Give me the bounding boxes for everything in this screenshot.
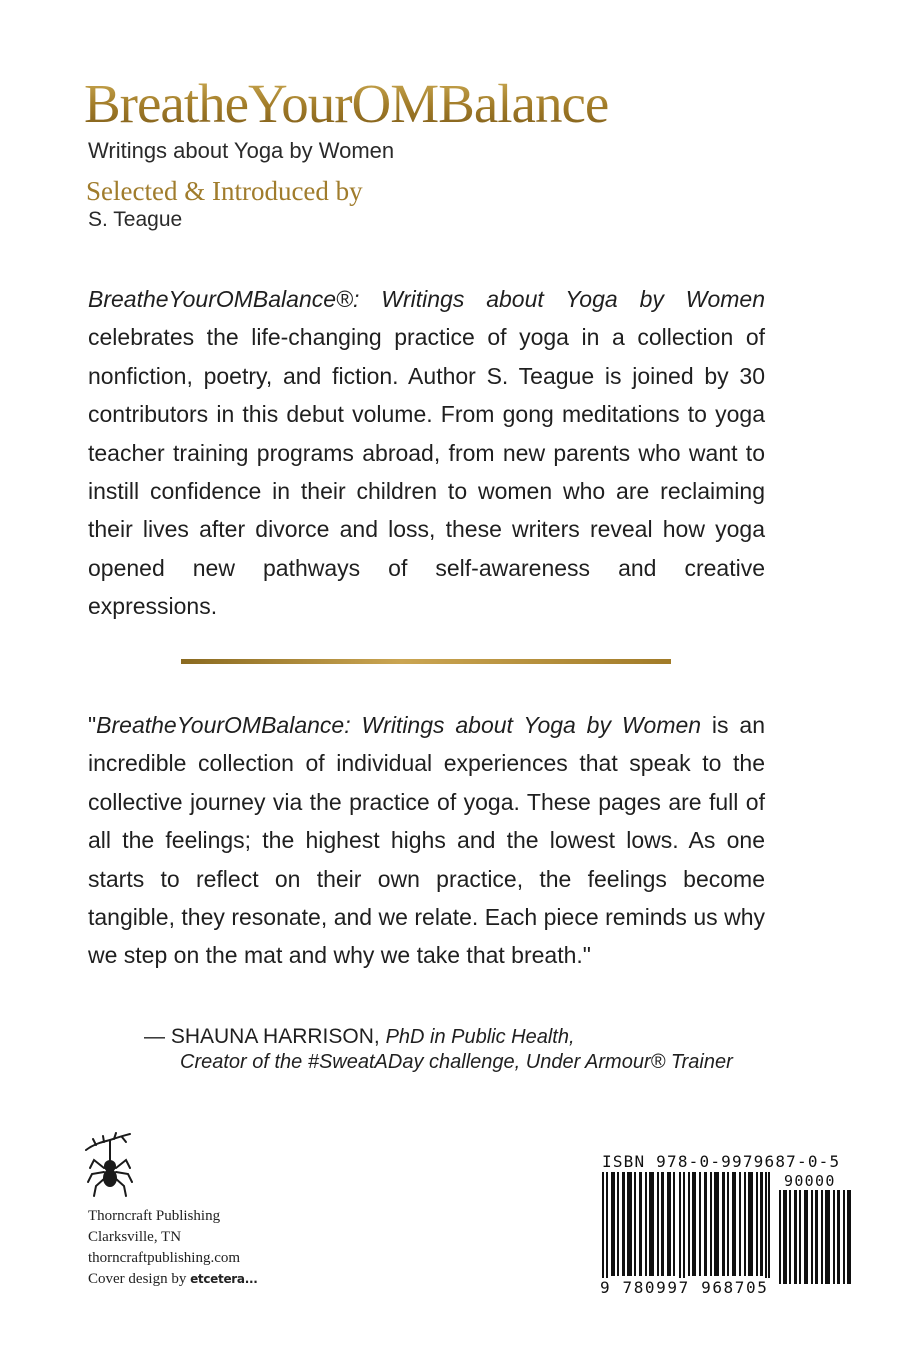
- testimonial-body: is an incredible collection of individual experiences that speak to the collective journey via the practice of yoga. These pages are full of all the feelings; the highest highs and the lowest lows. As one starts to reflect on their own practice, the feelings become tangible, they resonate, and we relate. Each piece reminds us why we step on the mat and why we take that breath.": [88, 712, 765, 969]
- author-name: S. Teague: [88, 208, 183, 231]
- gold-divider: [181, 659, 671, 664]
- cover-credit-label: Cover design by: [88, 1271, 187, 1287]
- description-title: BreatheYourOMBalance®: Writings about Yoga by Women: [88, 286, 765, 312]
- price-barcode: [778, 1190, 854, 1284]
- cover-credit: [88, 1269, 257, 1290]
- testimonial-attribution: [144, 1025, 575, 1049]
- publisher-info: [88, 1206, 257, 1290]
- attribution-name: — SHAUNA HARRISON,: [144, 1025, 380, 1048]
- attribution-credential: PhD in Public Health,: [385, 1026, 575, 1048]
- testimonial-quote: [88, 706, 765, 975]
- testimonial-title: BreatheYourOMBalance: Writings about Yoga by Women: [96, 712, 702, 738]
- attribution-roles: Creator of the #SweatADay challenge, Under Armour® Trainer: [180, 1051, 733, 1073]
- barcode-digits: 9 780997 968705: [600, 1278, 769, 1297]
- isbn-barcode: [600, 1172, 770, 1284]
- publisher-location: Clarksville, TN: [88, 1229, 182, 1245]
- cover-designer-logo: etcetera...: [190, 1272, 258, 1286]
- thorncraft-spider-logo: [84, 1130, 134, 1202]
- price-code: 90000: [784, 1172, 836, 1190]
- selected-introduced-label: Selected & Introduced by: [86, 176, 363, 206]
- book-subtitle: Writings about Yoga by Women: [88, 138, 395, 163]
- publisher-name: Thorncraft Publishing: [88, 1208, 221, 1224]
- book-title: BreatheYourOMBalance: [84, 73, 609, 134]
- book-description: [88, 280, 765, 626]
- open-quote-mark: ": [88, 712, 97, 738]
- isbn-label: ISBN 978-0-9979687-0-5: [602, 1152, 841, 1171]
- publisher-website[interactable]: thorncraftpublishing.com: [88, 1250, 241, 1266]
- description-body: celebrates the life-changing practice of yoga in a collection of nonfiction, poetry, and fiction. Author S. Teague is joined by 30 contributors in this debut volume. From gong meditations to yoga teacher training programs abroad, from new parents who want to instill confidence in their children to women who are reclaiming their lives after divorce and loss, these writers reveal how yoga opened new pathways of self-awareness and creative expressions.: [88, 324, 765, 620]
